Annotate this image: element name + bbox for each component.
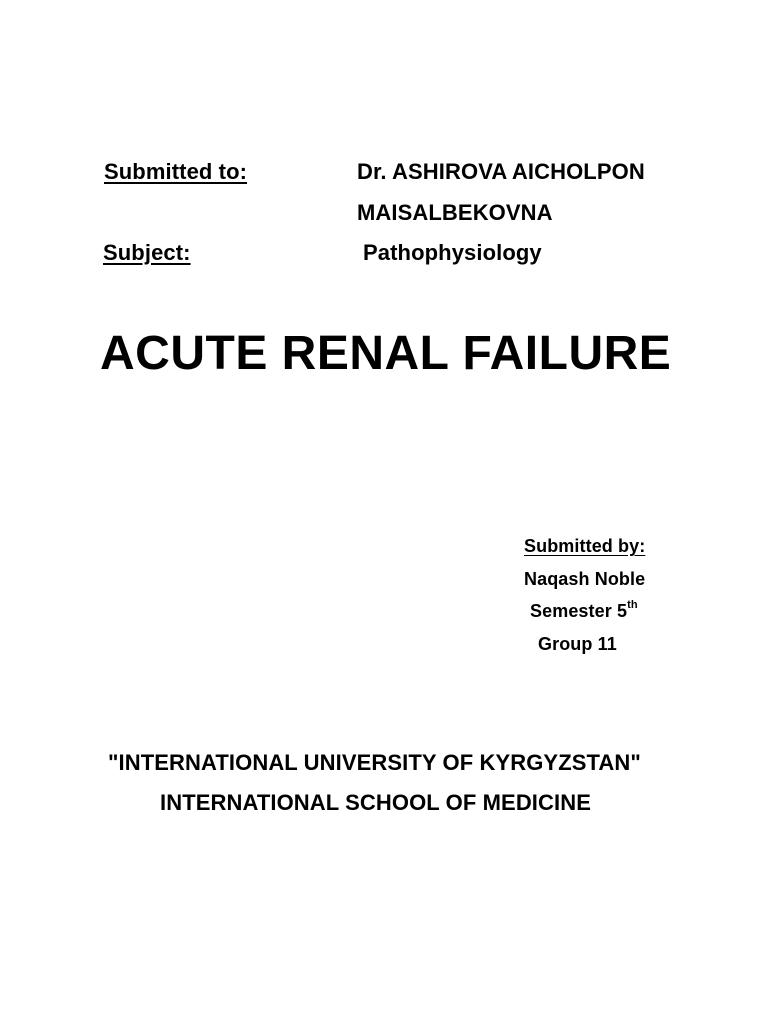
submitted-to-name-line1: Dr. ASHIROVA AICHOLPON: [357, 159, 645, 184]
subject-value: Pathophysiology: [363, 240, 542, 265]
university-name: "INTERNATIONAL UNIVERSITY OF KYRGYZSTAN": [108, 750, 641, 775]
semester-ordinal-suffix: th: [627, 599, 638, 611]
author-semester: [530, 601, 638, 622]
document-title: ACUTE RENAL FAILURE: [100, 327, 672, 380]
school-name: INTERNATIONAL SCHOOL OF MEDICINE: [160, 790, 591, 815]
author-name: Naqash Noble: [524, 569, 646, 589]
submitted-to-name-line2: MAISALBEKOVNA: [357, 200, 553, 225]
semester-text: Semester 5: [530, 601, 628, 621]
author-group: Group 11: [538, 634, 617, 654]
submitted-by-label: Submitted by:: [524, 536, 646, 556]
submitted-to-label: Submitted to:: [104, 159, 248, 184]
subject-label: Subject:: [103, 240, 191, 265]
